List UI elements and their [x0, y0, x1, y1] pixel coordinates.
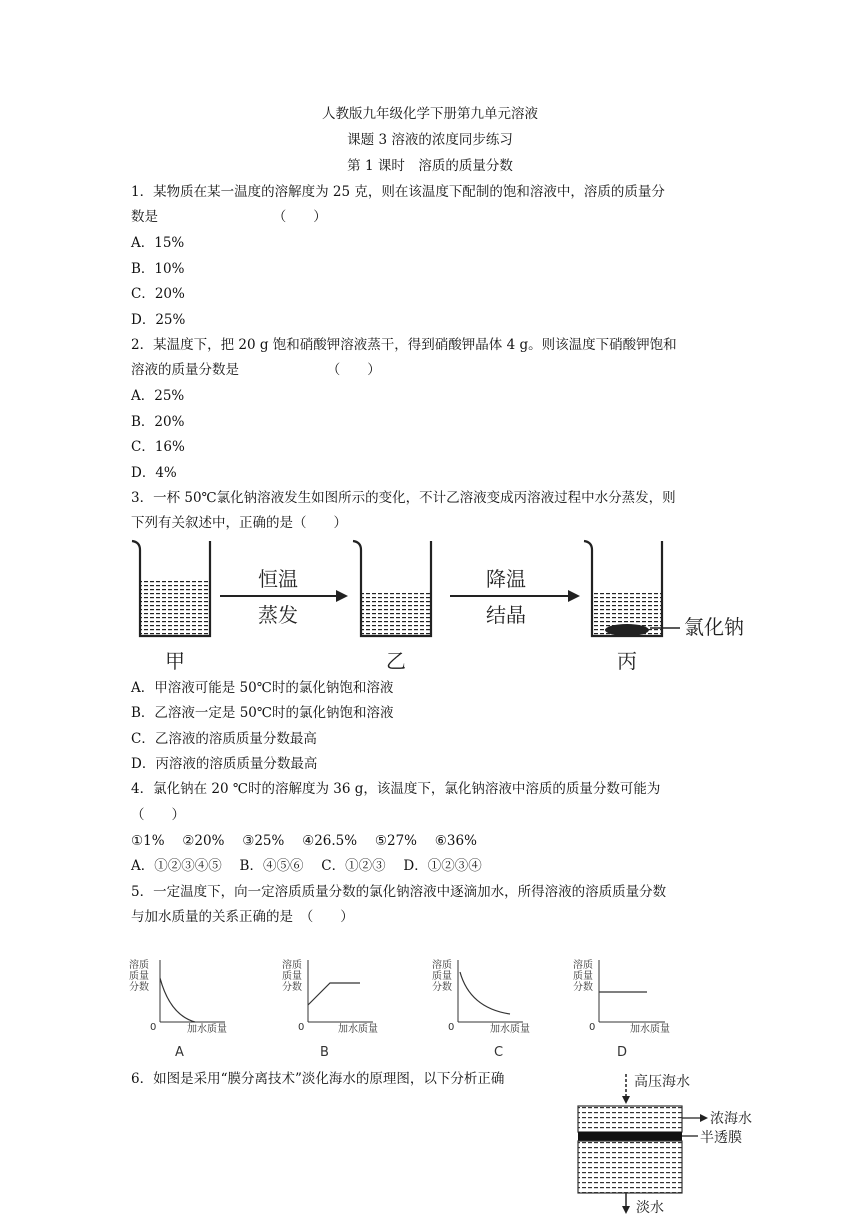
ylabel-3: 分数 — [282, 982, 302, 993]
q5-stem-line1: 5．一定温度下，向一定溶质质量分数的氯化钠溶液中逐滴加水，所得溶液的溶质质量分数 — [131, 884, 667, 900]
q1-option-a: A．15% — [131, 235, 185, 251]
q4-options: A．①②③④⑤ B．④⑤⑥ C．①②③ D．①②③④ — [131, 858, 482, 874]
q5-stem-line2: 与加水质量的关系正确的是 （ ） — [131, 909, 354, 925]
xlabel: 加水质量 — [187, 1024, 227, 1035]
document-title: 人教版九年级化学下册第九单元溶液 — [322, 106, 538, 122]
q3-stem-line2: 下列有关叙述中，正确的是（ ） — [131, 515, 347, 531]
q4-stem-line1: 4．氯化钠在 20 ℃时的溶解度为 36 g，该温度下，氯化钠溶液中溶质的质量分数可能为 — [131, 781, 661, 797]
label-concentrated-seawater: 浓海水 — [710, 1111, 752, 1127]
origin: 0 — [150, 1022, 157, 1033]
ylabel-1: 溶质 — [129, 960, 149, 971]
q6-stem: 6．如图是采用“膜分离技术”淡化海水的原理图，以下分析正确 — [131, 1071, 505, 1087]
label-fresh-water: 淡水 — [636, 1200, 664, 1216]
graph-label-b: B — [320, 1045, 329, 1060]
q2-option-d: D．4% — [131, 465, 177, 481]
ylabel-2: 质量 — [432, 971, 452, 982]
q3-option-a: A．甲溶液可能是 50℃时的氯化钠饱和溶液 — [131, 680, 394, 696]
label-high-pressure-seawater: 高压海水 — [634, 1074, 690, 1090]
graph-a — [129, 958, 227, 1060]
q2-stem-line2: 溶液的质量分数是 （ ） — [131, 362, 381, 378]
graph-b — [282, 958, 378, 1060]
q1-stem-line1: 1．某物质在某一温度的溶解度为 25 克，则在该温度下配制的饱和溶液中，溶质的质量分 — [131, 184, 665, 200]
ylabel-1: 溶质 — [282, 960, 302, 971]
curve-b — [308, 983, 360, 1005]
q5-graphs — [125, 950, 695, 1065]
arrow2-top-label: 降温 — [486, 567, 526, 591]
q4-stem-line2: （ ） — [131, 807, 185, 823]
graph-label-a: A — [175, 1045, 184, 1060]
q3-stem-line1: 3．一杯 50℃氯化钠溶液发生如图所示的变化，不计乙溶液变成丙溶液过程中水分蒸发，则 — [131, 490, 676, 506]
q3-option-b: B．乙溶液一定是 50℃时的氯化钠饱和溶液 — [131, 705, 394, 721]
label-semipermeable-membrane: 半透膜 — [700, 1130, 742, 1146]
origin: 0 — [589, 1022, 596, 1033]
graph-label-c: C — [494, 1045, 504, 1060]
ylabel-3: 分数 — [573, 982, 593, 993]
q2-stem-line1: 2．某温度下，把 20 g 饱和硝酸钾溶液蒸干，得到硝酸钾晶体 4 g。则该温度下硝酸钾饱和 — [131, 337, 677, 353]
q1-option-c: C．20% — [131, 286, 185, 302]
arrow1-bottom-label: 蒸发 — [258, 603, 298, 627]
ylabel-2: 质量 — [282, 971, 302, 982]
ylabel-3: 分数 — [432, 982, 452, 993]
q6-membrane-figure — [570, 1066, 780, 1216]
graph-c — [432, 958, 530, 1060]
ylabel-3: 分数 — [129, 982, 149, 993]
beaker-yi — [353, 541, 431, 636]
ylabel-1: 溶质 — [432, 960, 452, 971]
xlabel: 加水质量 — [630, 1024, 670, 1035]
q2-option-c: C．16% — [131, 439, 185, 455]
ylabel-1: 溶质 — [573, 960, 593, 971]
beaker1-label: 甲 — [165, 649, 185, 673]
beaker-bing — [584, 541, 680, 636]
q1-stem-line2: 数是 （ ） — [131, 209, 327, 225]
origin: 0 — [448, 1022, 455, 1033]
beaker3-label: 丙 — [617, 649, 637, 673]
lesson-title: 第 1 课时 溶质的质量分数 — [347, 158, 513, 174]
q4-choices: ①1% ②20% ③25% ④26.5% ⑤27% ⑥36% — [131, 833, 477, 849]
curve-a — [160, 978, 195, 1022]
arrow1-top-label: 恒温 — [258, 567, 298, 591]
semipermeable-membrane — [578, 1132, 682, 1141]
ylabel-2: 质量 — [129, 971, 149, 982]
q2-option-a: A．25% — [131, 388, 185, 404]
document-subtitle: 课题 3 溶液的浓度同步练习 — [347, 132, 513, 148]
q3-evaporation-figure — [120, 536, 770, 676]
beaker-jia — [132, 541, 210, 636]
curve-c — [460, 972, 510, 1014]
arrow-constant-temp-evaporation — [220, 590, 348, 602]
q1-option-b: B．10% — [131, 261, 185, 277]
graph-d — [573, 958, 670, 1060]
arrow-cool-crystallize — [450, 590, 580, 602]
xlabel: 加水质量 — [338, 1024, 378, 1035]
q1-option-d: D．25% — [131, 312, 186, 328]
precipitate-label: 氯化钠 — [684, 615, 744, 639]
beaker2-label: 乙 — [386, 649, 406, 673]
arrow2-bottom-label: 结晶 — [486, 603, 526, 627]
origin: 0 — [298, 1022, 305, 1033]
graph-label-d: D — [617, 1045, 628, 1060]
q3-option-d: D．丙溶液的溶质质量分数最高 — [131, 756, 318, 772]
xlabel: 加水质量 — [490, 1024, 530, 1035]
q2-option-b: B．20% — [131, 414, 185, 430]
ylabel-2: 质量 — [573, 971, 593, 982]
nacl-precipitate — [605, 624, 649, 636]
q3-option-c: C．乙溶液的溶质质量分数最高 — [131, 731, 317, 747]
